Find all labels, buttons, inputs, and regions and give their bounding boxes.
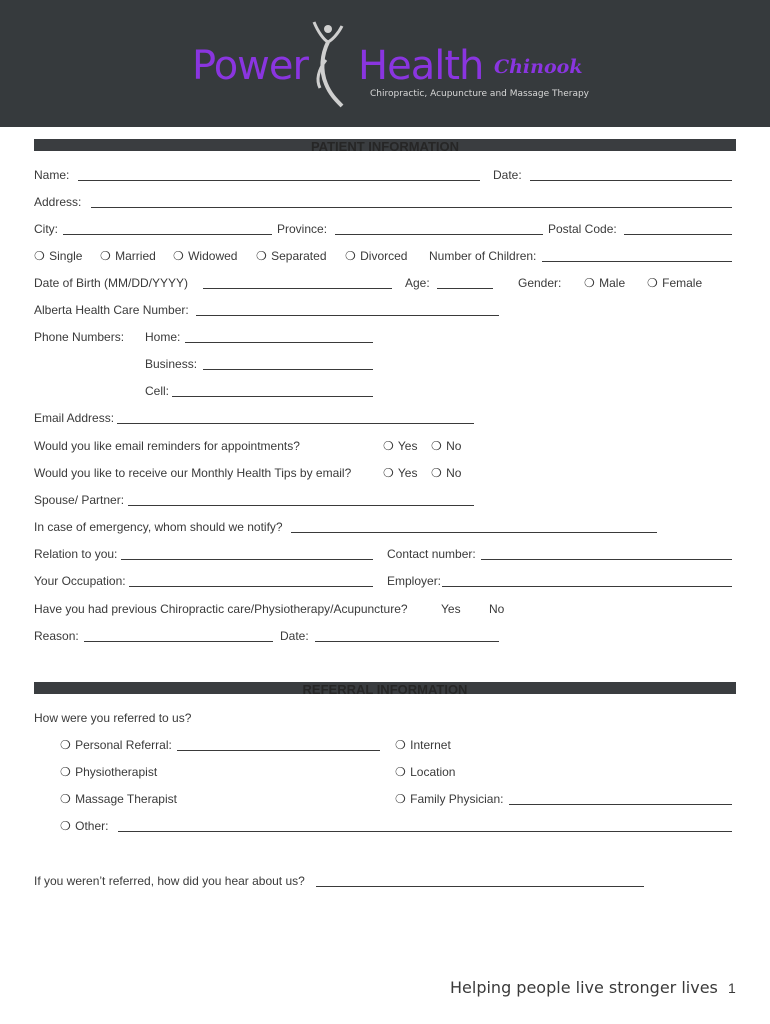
postal-code-field[interactable] <box>624 234 732 235</box>
patient-section-title: PATIENT INFORMATION <box>310 139 460 154</box>
province-label: Province: <box>277 222 328 236</box>
referral-section-title: REFERRAL INFORMATION <box>302 682 468 697</box>
reason-date-field[interactable] <box>315 641 499 642</box>
logo-power-text: Power <box>192 43 308 89</box>
contact-number-field[interactable] <box>481 559 732 560</box>
radio-circle-icon: ❍ <box>383 439 394 453</box>
children-field[interactable] <box>542 261 732 262</box>
age-label: Age: <box>405 276 430 290</box>
radio-circle-icon: ❍ <box>395 738 406 752</box>
cell-phone-field[interactable] <box>172 396 373 397</box>
ahc-label: Alberta Health Care Number: <box>34 303 189 317</box>
emergency-field[interactable] <box>291 532 657 533</box>
radio-location[interactable]: ❍ Location <box>395 765 456 779</box>
radio-female[interactable]: ❍ Female <box>647 276 703 290</box>
previous-care-yes[interactable]: Yes <box>441 602 461 616</box>
radio-internet[interactable]: ❍ Internet <box>395 738 451 752</box>
employer-label: Employer: <box>387 574 442 588</box>
dancer-figure-icon <box>308 20 358 110</box>
not-referred-question: If you weren’t referred, how did you hear about us? <box>34 874 305 888</box>
radio-massage-therapist[interactable]: ❍ Massage Therapist <box>60 792 177 806</box>
business-phone-field[interactable] <box>203 369 373 370</box>
employer-field[interactable] <box>442 586 732 587</box>
family-physician-field[interactable] <box>509 804 732 805</box>
date-field[interactable] <box>530 180 732 181</box>
radio-circle-icon: ❍ <box>345 249 356 263</box>
radio-circle-icon: ❍ <box>395 792 406 806</box>
emergency-label: In case of emergency, whom should we notify? <box>34 520 283 534</box>
radio-other[interactable]: ❍ Other: <box>60 819 109 833</box>
radio-circle-icon: ❍ <box>60 738 71 752</box>
home-phone-label: Home: <box>145 330 181 344</box>
address-label: Address: <box>34 195 82 209</box>
business-phone-label: Business: <box>145 357 198 371</box>
radio-circle-icon: ❍ <box>34 249 45 263</box>
referral-question: How were you referred to us? <box>34 711 192 725</box>
name-field[interactable] <box>78 180 480 181</box>
other-field[interactable] <box>118 831 732 832</box>
email-label: Email Address: <box>34 411 115 425</box>
city-field[interactable] <box>63 234 272 235</box>
contact-number-label: Contact number: <box>387 547 476 561</box>
radio-married[interactable]: ❍ Married <box>100 249 156 263</box>
address-field[interactable] <box>91 207 732 208</box>
occupation-label: Your Occupation: <box>34 574 126 588</box>
radio-circle-icon: ❍ <box>60 819 71 833</box>
header-banner <box>0 0 770 127</box>
spouse-field[interactable] <box>128 505 474 506</box>
relation-field[interactable] <box>121 559 373 560</box>
reason-label: Reason: <box>34 629 79 643</box>
dob-field[interactable] <box>203 288 392 289</box>
not-referred-field[interactable] <box>316 886 644 887</box>
reminders-yes-radio[interactable]: ❍ Yes <box>383 439 418 453</box>
radio-single[interactable]: ❍ Single <box>34 249 83 263</box>
health-tips-question: Would you like to receive our Monthly Health Tips by email? <box>34 466 352 480</box>
reminders-question: Would you like email reminders for appointments? <box>34 439 300 453</box>
radio-circle-icon: ❍ <box>256 249 267 263</box>
personal-referral-field[interactable] <box>177 750 380 751</box>
name-label: Name: <box>34 168 70 182</box>
radio-physiotherapist[interactable]: ❍ Physiotherapist <box>60 765 158 779</box>
radio-personal-referral[interactable]: ❍ Personal Referral: <box>60 738 172 752</box>
relation-label: Relation to you: <box>34 547 118 561</box>
reason-field[interactable] <box>84 641 273 642</box>
occupation-field[interactable] <box>129 586 373 587</box>
gender-label: Gender: <box>518 276 562 290</box>
radio-circle-icon: ❍ <box>60 765 71 779</box>
radio-circle-icon: ❍ <box>395 765 406 779</box>
radio-circle-icon: ❍ <box>383 466 394 480</box>
radio-male[interactable]: ❍ Male <box>584 276 626 290</box>
radio-circle-icon: ❍ <box>647 276 658 290</box>
footer-slogan: Helping people live stronger lives <box>450 978 718 997</box>
reminders-no-radio[interactable]: ❍ No <box>431 439 462 453</box>
radio-circle-icon: ❍ <box>100 249 111 263</box>
previous-care-question: Have you had previous Chiropractic care/Physiotherapy/Acupuncture? <box>34 602 408 616</box>
radio-circle-icon: ❍ <box>431 439 442 453</box>
logo-tagline: Chiropractic, Acupuncture and Massage Therapy <box>370 89 589 99</box>
radio-widowed[interactable]: ❍ Widowed <box>173 249 238 263</box>
radio-circle-icon: ❍ <box>173 249 184 263</box>
radio-circle-icon: ❍ <box>584 276 595 290</box>
tips-no-radio[interactable]: ❍ No <box>431 466 462 480</box>
logo-chinook-text: Chinook <box>494 56 583 78</box>
spouse-label: Spouse/ Partner: <box>34 493 125 507</box>
age-field[interactable] <box>437 288 493 289</box>
phone-numbers-label: Phone Numbers: <box>34 330 125 344</box>
tips-yes-radio[interactable]: ❍ Yes <box>383 466 418 480</box>
radio-family-physician[interactable]: ❍ Family Physician: <box>395 792 504 806</box>
logo-health-text: Health <box>358 43 484 89</box>
city-label: City: <box>34 222 58 236</box>
cell-phone-label: Cell: <box>145 384 170 398</box>
radio-divorced[interactable]: ❍ Divorced <box>345 249 408 263</box>
email-field[interactable] <box>117 423 474 424</box>
radio-circle-icon: ❍ <box>60 792 71 806</box>
previous-care-no[interactable]: No <box>489 602 505 616</box>
reason-date-label: Date: <box>280 629 309 643</box>
radio-circle-icon: ❍ <box>431 466 442 480</box>
province-field[interactable] <box>335 234 543 235</box>
children-label: Number of Children: <box>429 249 537 263</box>
home-phone-field[interactable] <box>185 342 373 343</box>
ahc-field[interactable] <box>196 315 499 316</box>
radio-separated[interactable]: ❍ Separated <box>256 249 327 263</box>
postal-code-label: Postal Code: <box>548 222 617 236</box>
date-label: Date: <box>493 168 522 182</box>
page-number: 1 <box>728 980 736 996</box>
dob-label: Date of Birth (MM/DD/YYYY) <box>34 276 189 290</box>
